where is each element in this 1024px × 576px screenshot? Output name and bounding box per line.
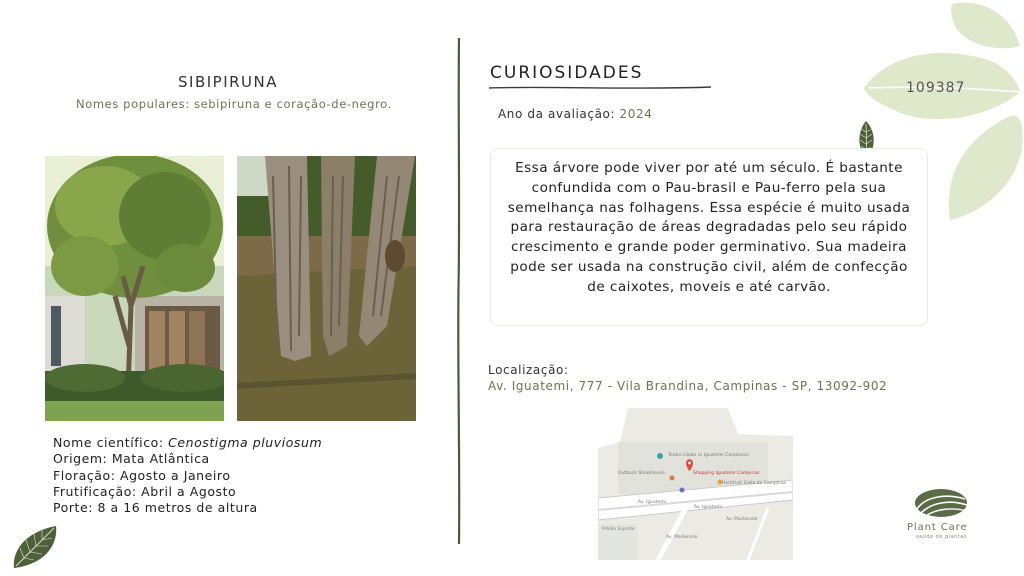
fact-scientific-name: [53, 435, 322, 451]
fact-fruiting: Frutificação: Abril a Agosto: [53, 483, 237, 499]
map-place-shopping: Shopping Iguatemi Campinas: [693, 471, 760, 476]
column-divider: [455, 38, 463, 544]
tree-photo-trunk: [237, 156, 416, 421]
map-place-teatro: Teatro Globo (o Iguatemi Campinas): [668, 453, 750, 458]
map-place-outback: Outback Steakhouse: [618, 471, 665, 476]
map-street-iguatemi-1: Av. Iguatemi: [638, 500, 666, 505]
brand-name: Plant Care: [907, 522, 968, 533]
fact-flowering: Floração: Agosto a Janeiro: [53, 467, 231, 483]
tree-photo-canopy: [45, 156, 224, 421]
map-place-hortifruti: Hortifruti Gallo de Campinas: [722, 481, 787, 486]
brand-tagline: saúde de plantas: [916, 534, 967, 540]
curiosities-title: CURIOSIDADES: [490, 63, 644, 83]
popular-names: Nomes populares: sebipiruna e coração-de-negro.: [76, 97, 392, 111]
map-street-iguatemi-2: Av. Iguatemi: [694, 505, 722, 510]
fact-origin: Origem: Mata Atlântica: [53, 451, 210, 467]
location-map[interactable]: [598, 408, 793, 560]
evaluation-year: [498, 107, 653, 121]
map-street-predio: Prédio Espírito: [602, 527, 635, 532]
plant-name: SIBIPIRUNA: [178, 73, 279, 91]
curiosities-box: [490, 148, 928, 326]
curiosities-text: Essa árvore pode viver por até um século. É bastante confundida com o Pau-brasil e Pau-ferro pela sua semelhança nas folhagens. Essa espécie é muito usada para restauração de áreas degradadas pelo seu rápido crescimento e grande poder germinativo. Sua madeira pode ser usada na construção civil, além de confecção de caixotes, moveis e até carvão.: [507, 160, 911, 295]
fact-scientific-value: Cenostigma pluviosum: [168, 435, 323, 450]
plant-facts: [53, 435, 322, 516]
location-address: Av. Iguatemi, 777 - Vila Brandina, Campinas - SP, 13092-902: [488, 379, 888, 393]
fact-size: Porte: 8 a 16 metros de altura: [53, 500, 258, 516]
map-street-mackenzie-1: Av. Mackenzie: [726, 517, 758, 522]
evaluation-year-label: Ano da avaliação:: [498, 107, 620, 121]
leaf-decoration-bottom-left: [10, 522, 60, 572]
tree-code: 109387: [906, 80, 966, 96]
fact-scientific-label: Nome científico:: [53, 435, 169, 450]
map-street-mackenzie-2: Av. Mackenzie: [666, 535, 698, 540]
location-label: Localização:: [488, 363, 569, 377]
evaluation-year-value: 2024: [619, 107, 653, 121]
title-underline: [489, 84, 711, 92]
